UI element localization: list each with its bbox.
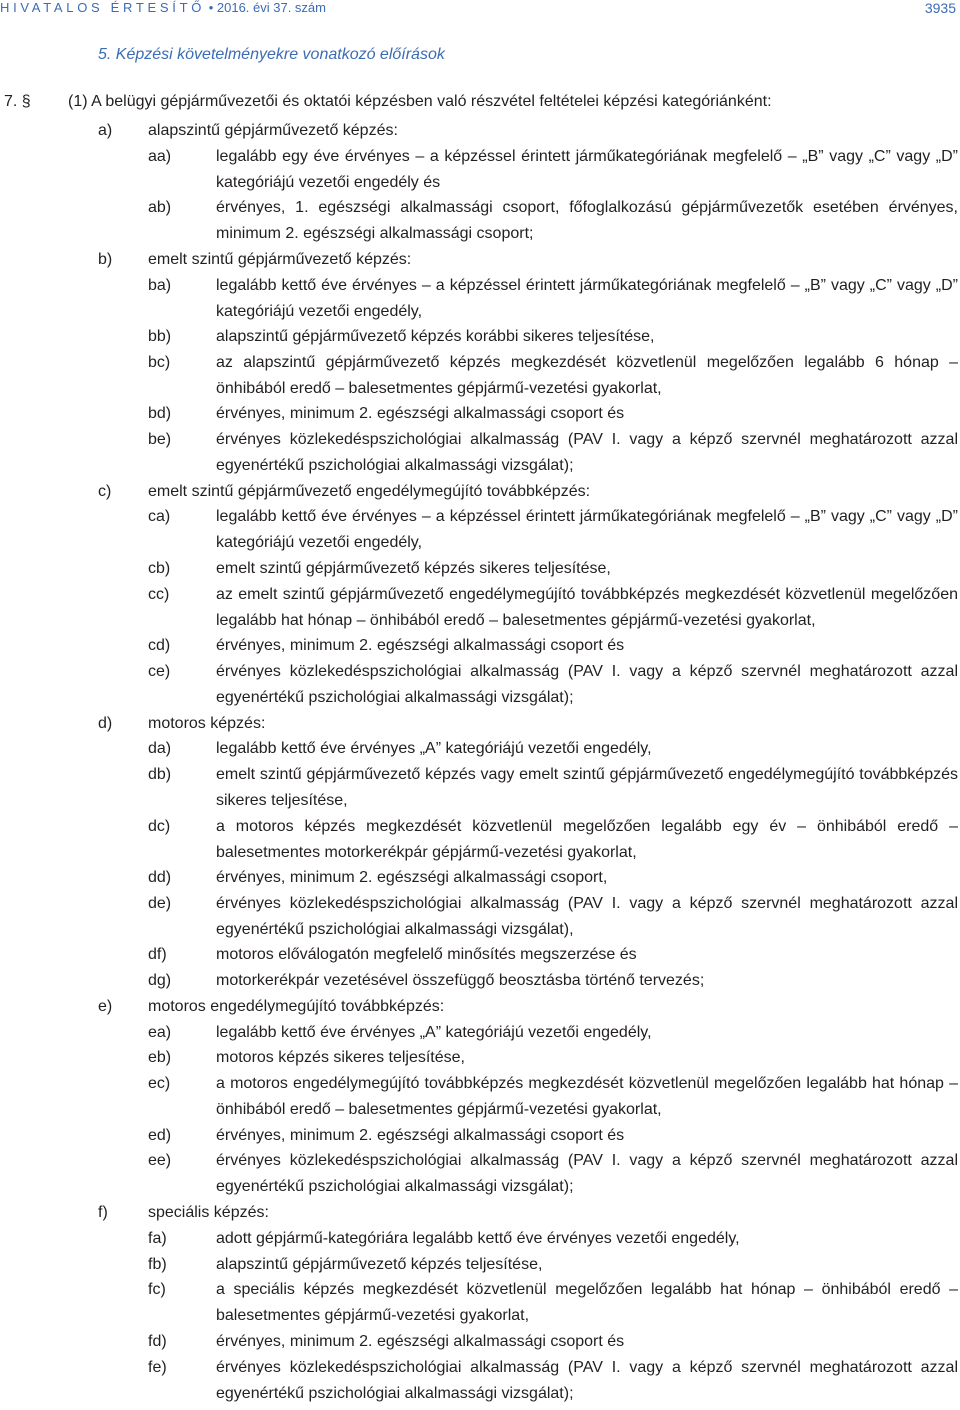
sub-item-text: érvényes közlekedéspszichológiai alkalmasság (PAV I. vagy a képző szervnél meghatározott azzal egyenértékű pszichológiai alkalmassági vizsgálat); [216, 663, 958, 706]
sub-item-text: érvényes, 1. egészségi alkalmassági csoport, főfoglalkozású gépjárművezetők esetében érvényes, minimum 2. egészségi alkalmassági csoport; [216, 199, 958, 242]
issue-label: 2016. évi 37. szám [216, 0, 326, 15]
sub-item-label: bc) [148, 354, 171, 371]
header-separator: • [208, 0, 214, 15]
item-label: a) [98, 122, 113, 139]
sub-item-label: df) [148, 946, 167, 963]
sub-item-label: dd) [148, 869, 172, 886]
sub-item-label: aa) [148, 148, 172, 165]
item-label: b) [98, 251, 113, 268]
sub-item-text: emelt szintű gépjárművezető képzés sikeres teljesítése, [216, 560, 611, 577]
sub-item-label: bd) [148, 405, 172, 422]
section-title: 5. Képzési követelményekre vonatkozó előírások [98, 46, 445, 63]
sub-item-text: legalább kettő éve érvényes „A” kategóriájú vezetői engedély, [216, 1024, 652, 1041]
sub-item-text: érvényes közlekedéspszichológiai alkalmasság (PAV I. vagy a képző szervnél meghatározott azzal egyenértékű pszichológiai alkalmassági vizsgálat); [216, 1152, 958, 1195]
sub-item-text: az alapszintű gépjárművezető képzés megkezdését közvetlenül megelőzően legalább 6 hónap – önhibából eredő – balesetmentes gépjármű-vezetési gyakorlat, [216, 354, 958, 397]
sub-item-text: az emelt szintű gépjárművezető engedélymegújító továbbképzés megkezdését közvetlenül megelőzően legalább hat hónap – önhibából eredő – balesetmentes gépjármű-vezetési gyakorlat, [216, 586, 958, 629]
sub-item-text: a speciális képzés megkezdését közvetlenül megelőzően legalább hat hónap – önhibából eredő – balesetmentes gépjármű-vezetési gyakorlat, [216, 1281, 958, 1324]
sub-item-label: de) [148, 895, 172, 912]
sub-item-label: fb) [148, 1256, 167, 1273]
item-text: emelt szintű gépjárművezető engedélymegújító továbbképzés: [148, 483, 591, 500]
sub-item-label: ea) [148, 1024, 172, 1041]
sub-item-text: legalább kettő éve érvényes – a képzéssel érintett járműkategóriának megfelelő – „B” vagy „C” vagy „D” kategóriájú vezetői engedély, [216, 508, 958, 551]
sub-item-text: érvényes közlekedéspszichológiai alkalmasság (PAV I. vagy a képző szervnél meghatározott azzal egyenértékű pszichológiai alkalmassági vizsgálat); [216, 431, 958, 474]
sub-item-text: motoros előválogatón megfelelő minősítés megszerzése és [216, 946, 637, 963]
sub-item-text: alapszintű gépjárművezető képzés korábbi sikeres teljesítése, [216, 328, 655, 345]
sub-item-text: a motoros engedélymegújító továbbképzés megkezdését közvetlenül megelőzően legalább hat hónap – önhibából eredő – balesetmentes gépjármű-vezetési gyakorlat, [216, 1075, 958, 1118]
sub-item-label: be) [148, 431, 172, 448]
item-text: emelt szintű gépjárművezető képzés: [148, 251, 412, 268]
page-number: 3935 [924, 0, 956, 16]
sub-item-label: da) [148, 740, 172, 757]
sub-item-label: ce) [148, 663, 171, 680]
journal-title: HIVATALOS ÉRTESÍTŐ [0, 0, 206, 15]
sub-item-text: érvényes közlekedéspszichológiai alkalmasság (PAV I. vagy a képző szervnél meghatározott azzal egyenértékű pszichológiai alkalmassági vizsgálat), [216, 895, 958, 938]
sub-item-text: érvényes, minimum 2. egészségi alkalmassági csoport és [216, 405, 625, 422]
sub-item-label: ca) [148, 508, 171, 525]
sub-item-label: bb) [148, 328, 172, 345]
item-label: f) [98, 1204, 108, 1221]
sub-item-label: eb) [148, 1049, 172, 1066]
item-label: d) [98, 715, 113, 732]
sub-item-text: érvényes, minimum 2. egészségi alkalmassági csoport, [216, 869, 608, 886]
sub-item-label: fc) [148, 1281, 166, 1298]
sub-item-label: cc) [148, 586, 170, 603]
sub-item-text: legalább egy éve érvényes – a képzéssel érintett járműkategóriának megfelelő – „B” vagy „C” vagy „D” kategóriájú vezetői engedély és [216, 148, 958, 191]
sub-item-text: legalább kettő éve érvényes – a képzéssel érintett járműkategóriának megfelelő – „B” vagy „C” vagy „D” kategóriájú vezetői engedély, [216, 277, 958, 320]
sub-item-text: a motoros képzés megkezdését közvetlenül megelőzően legalább egy év – önhibából eredő – balesetmentes motorkerékpár gépjármű-vezetési gyakorlat, [216, 818, 958, 861]
sub-item-label: ee) [148, 1152, 172, 1169]
sub-item-label: cd) [148, 637, 171, 654]
sub-item-text: érvényes, minimum 2. egészségi alkalmassági csoport és [216, 1127, 625, 1144]
sub-item-label: cb) [148, 560, 171, 577]
sub-item-text: érvényes, minimum 2. egészségi alkalmassági csoport és [216, 1333, 625, 1350]
item-text: motoros engedélymegújító továbbképzés: [148, 998, 445, 1015]
sub-item-label: ab) [148, 199, 172, 216]
paragraph-intro: (1) A belügyi gépjárművezetői és oktatói képzésben való részvétel feltételei képzési kategóriánként: [68, 93, 772, 110]
sub-item-label: dg) [148, 972, 172, 989]
item-label: c) [98, 483, 112, 500]
sub-item-text: motoros képzés sikeres teljesítése, [216, 1049, 465, 1066]
item-text: speciális képzés: [148, 1204, 269, 1221]
sub-item-label: dc) [148, 818, 171, 835]
sub-item-text: alapszintű gépjárművezető képzés teljesítése, [216, 1256, 543, 1273]
sub-item-text: adott gépjármű-kategóriára legalább kettő éve érvényes vezetői engedély, [216, 1230, 740, 1247]
sub-item-text: motorkerékpár vezetésével összefüggő beosztásba történő tervezés; [216, 972, 705, 989]
page-header [0, 0, 960, 22]
sub-item-text: érvényes közlekedéspszichológiai alkalmasság (PAV I. vagy a képző szervnél meghatározott azzal egyenértékű pszichológiai alkalmassági vizsgálat); [216, 1359, 958, 1402]
sub-item-label: fe) [148, 1359, 167, 1376]
sub-item-label: ba) [148, 277, 172, 294]
sub-item-label: fa) [148, 1230, 167, 1247]
item-label: e) [98, 998, 113, 1015]
sub-item-label: ed) [148, 1127, 172, 1144]
sub-item-label: fd) [148, 1333, 167, 1350]
paragraph-number: 7. § [4, 93, 31, 110]
sub-item-text: emelt szintű gépjárművezető képzés vagy emelt szintű gépjárművezető engedélymegújító továbbképzés sikeres teljesítése, [216, 766, 958, 809]
sub-item-label: db) [148, 766, 172, 783]
sub-item-label: ec) [148, 1075, 171, 1092]
running-header [0, 0, 326, 16]
sub-item-text: érvényes, minimum 2. egészségi alkalmassági csoport és [216, 637, 625, 654]
sub-item-text: legalább kettő éve érvényes „A” kategóriájú vezetői engedély, [216, 740, 652, 757]
item-text: motoros képzés: [148, 715, 266, 732]
item-text: alapszintű gépjárművezető képzés: [148, 122, 398, 139]
